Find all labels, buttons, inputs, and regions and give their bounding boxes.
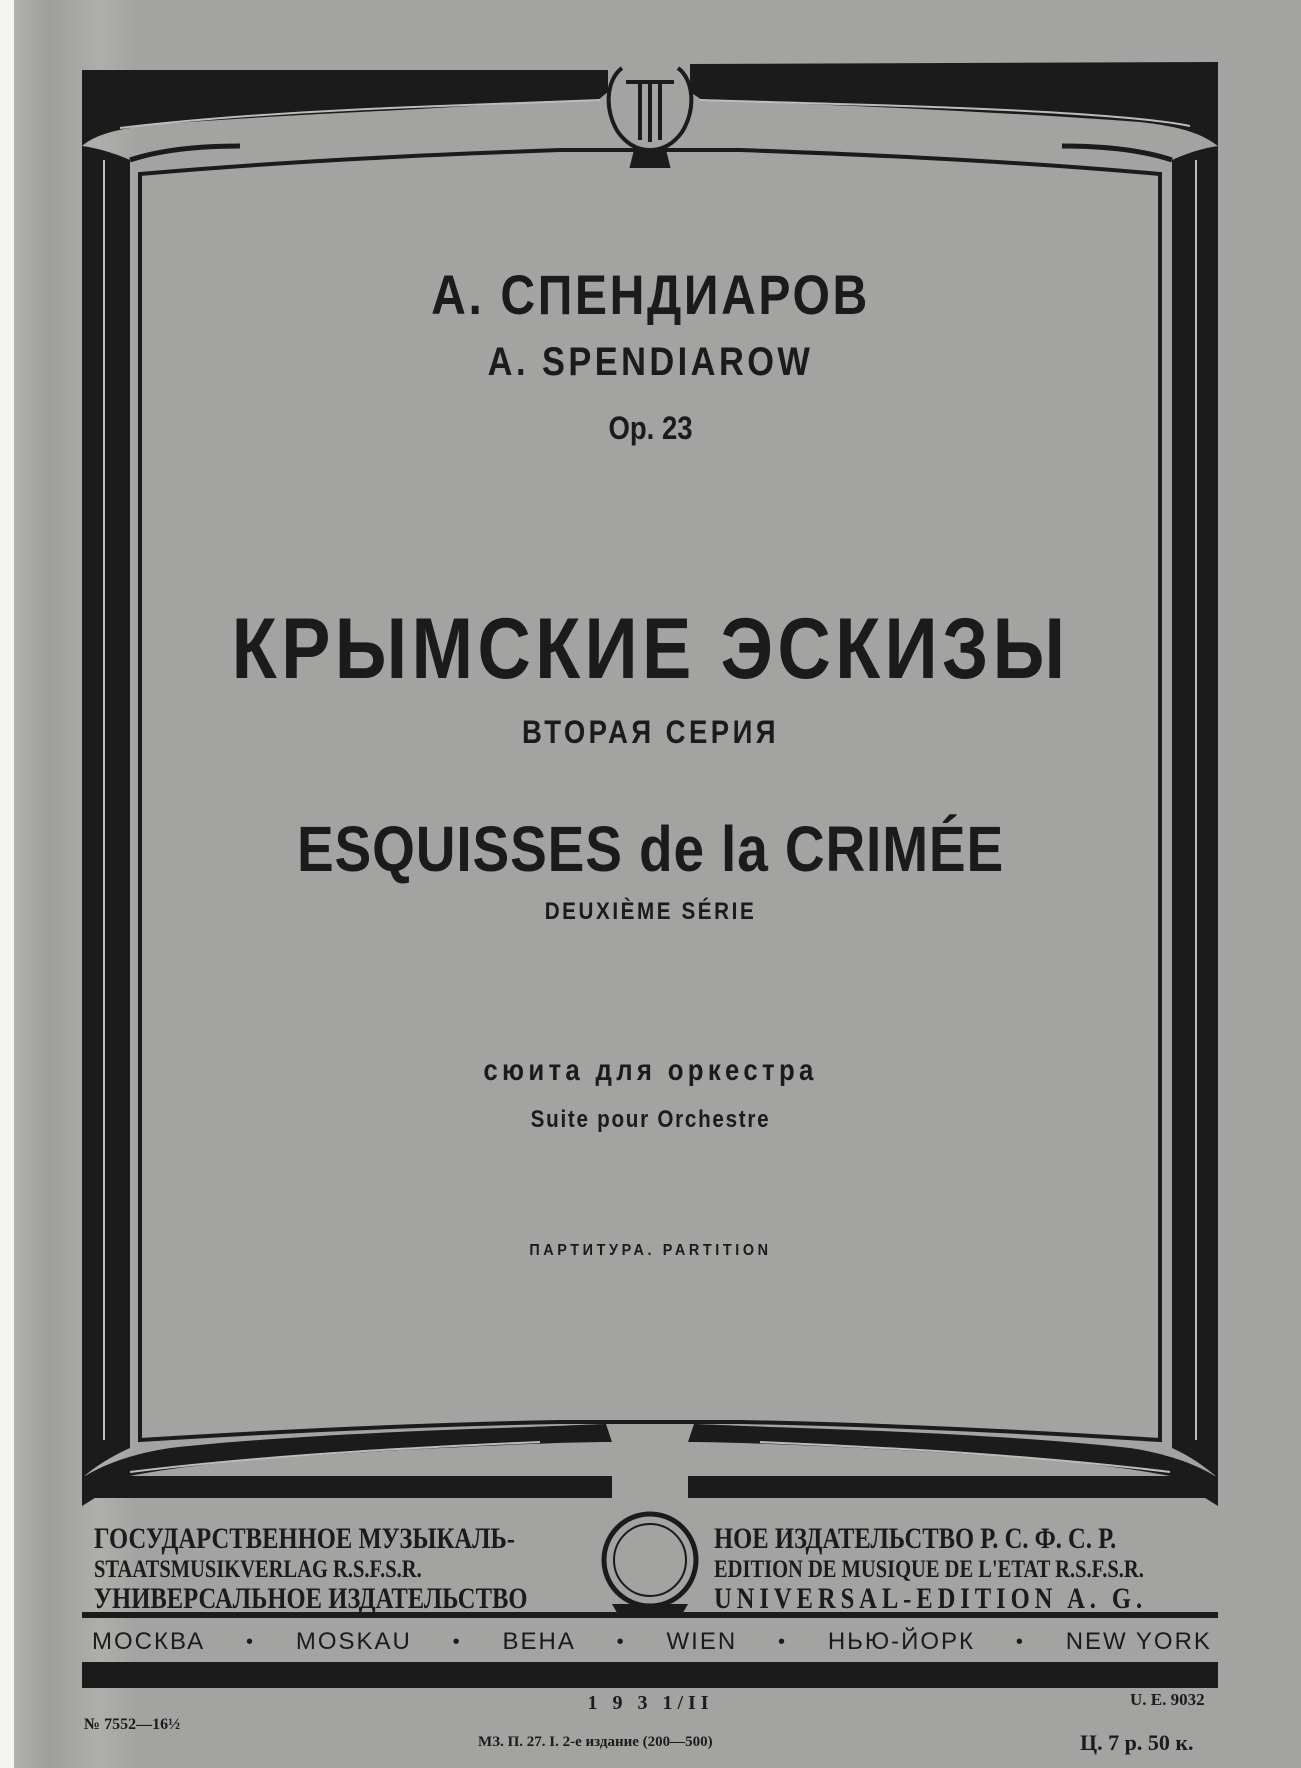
- composer-name-russian: А. СПЕНДИАРОВ: [431, 263, 870, 326]
- frame-top-band: [82, 70, 608, 146]
- city-separator: •: [452, 1630, 462, 1653]
- publisher-line2-left: STAATSMUSIKVERLAG R.S.F.S.R.: [94, 1556, 422, 1583]
- publisher-line3-right: UNIVERSAL-EDITION A. G.: [714, 1582, 1148, 1615]
- city-separator: •: [1015, 1630, 1025, 1653]
- plate-number: № 7552—16½: [84, 1716, 181, 1733]
- title-french: ESQUISSES de la CRIMÉE: [296, 813, 1005, 885]
- publication-year: 1 9 3 1/II: [587, 1692, 714, 1714]
- score-label: ПАРТИТУРА. PARTITION: [529, 1242, 772, 1259]
- publisher-line2-right: EDITION DE MUSIQUE DE L'ETAT R.S.F.S.R.: [714, 1556, 1144, 1583]
- publisher-line1-right: НОЕ ИЗДАТЕЛЬСТВО Р. С. Ф. С. Р.: [714, 1522, 1117, 1555]
- publisher-logo-icon: [604, 1514, 696, 1618]
- series-russian: ВТОРАЯ СЕРИЯ: [521, 714, 780, 750]
- opus-number: Op. 23: [608, 410, 693, 446]
- city-newyork-ru: НЬЮ-ЙОРК: [827, 1628, 976, 1655]
- publisher-cities: [92, 1625, 1212, 1659]
- city-newyork-en: NEW YORK: [1065, 1628, 1212, 1655]
- city-moscow-ru: МОСКВА: [92, 1628, 206, 1655]
- subtitle-suite-russian: сюита для оркестра: [483, 1054, 818, 1087]
- city-vienna-de: WIEN: [666, 1628, 738, 1655]
- frame-top-band-right: [690, 62, 1218, 146]
- city-separator: •: [777, 1630, 787, 1653]
- composer-name-latin: A. SPENDIAROW: [487, 340, 814, 384]
- ue-catalog-number: U. E. 9032: [1130, 1690, 1205, 1709]
- publisher-line3-left: УНИВЕРСАЛЬНОЕ ИЗДАТЕЛЬСТВО: [94, 1582, 528, 1615]
- print-info: МЗ. П. 27. I. 2-е издание (200—500): [478, 1734, 713, 1750]
- publisher-line1-left: ГОСУДАРСТВЕННОЕ МУЗЫКАЛЬ-: [94, 1522, 515, 1555]
- subtitle-suite-french: Suite pour Orchestre: [530, 1106, 771, 1133]
- city-moscow-de: MOSKAU: [295, 1628, 412, 1655]
- title-russian: КРЫМСКИЕ ЭСКИЗЫ: [231, 601, 1070, 697]
- city-vienna-ru: ВЕНА: [502, 1628, 576, 1655]
- city-separator: •: [246, 1630, 256, 1653]
- series-french: DEUXIÈME SÉRIE: [544, 898, 757, 925]
- city-separator: •: [616, 1630, 626, 1653]
- price: Ц. 7 р. 50 к.: [1080, 1730, 1194, 1755]
